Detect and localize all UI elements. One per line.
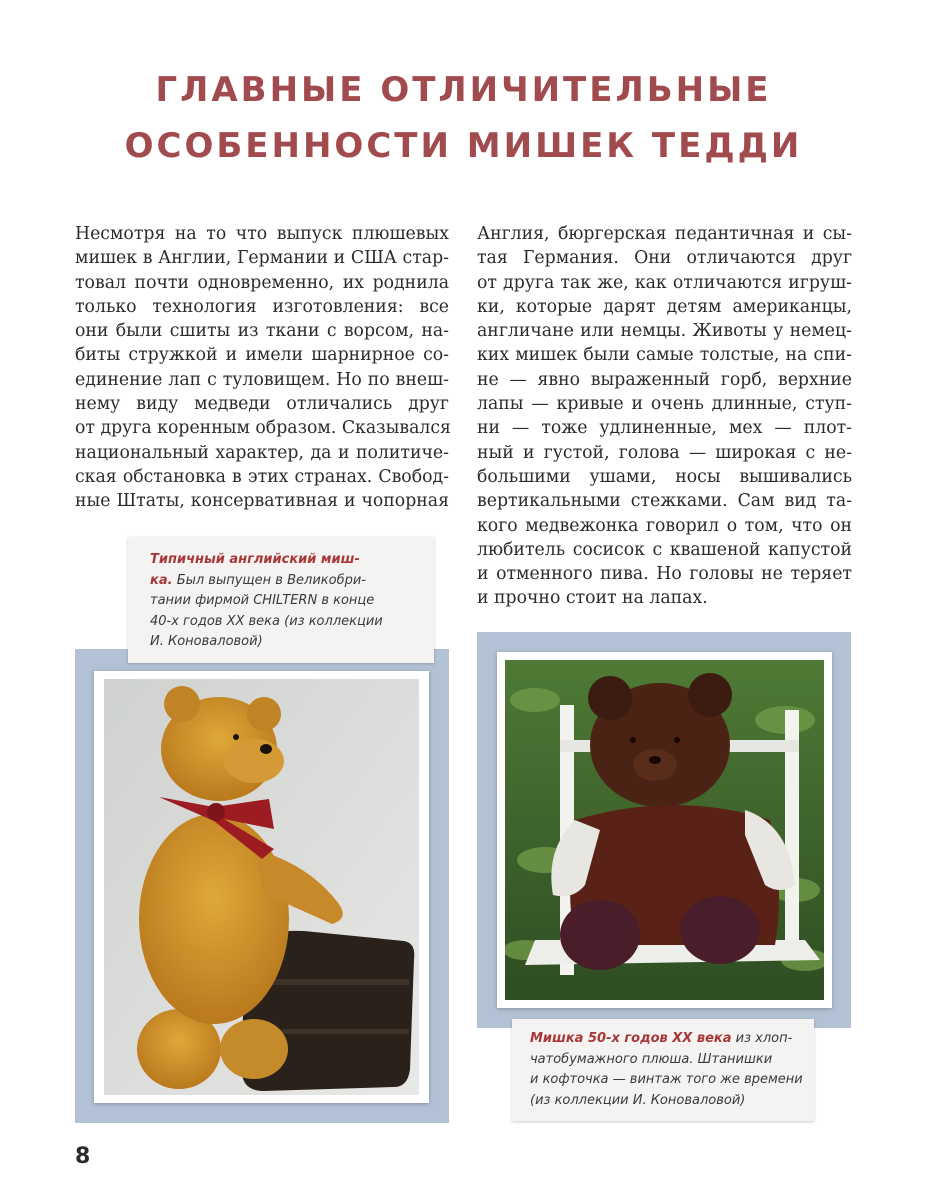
text-line: Англия, бюргерская педантичная и сы- <box>477 224 852 244</box>
right-photo-card <box>497 652 832 1008</box>
caption-line: (из коллекции И. Коноваловой) <box>530 1092 746 1108</box>
text-line: любитель сосисок с квашеной капустой <box>477 539 852 560</box>
text-line: ные Штаты, консервативная и чопорная <box>75 491 449 512</box>
text-line: Несмотря на то что выпуск плюшевых <box>75 224 449 244</box>
caption-line: 40-х годов XX века (из коллекции <box>150 613 383 629</box>
text-line: ный и густой, голова — широкая с не- <box>477 442 852 463</box>
text-line: они были сшиты из ткани с ворсом, на- <box>75 321 449 342</box>
caption-line: тании фирмой CHILTERN в конце <box>150 593 375 608</box>
title-line-1: ГЛАВНЫЕ ОТЛИЧИТЕЛЬНЫЕ <box>155 70 772 110</box>
text-line: от друга так же, как отличаются игруш- <box>477 272 852 293</box>
text-line: национальный характер, да и политиче- <box>75 442 449 463</box>
text-line: единение лап с туловищем. Но по внеш- <box>75 369 449 390</box>
text-line: ки, которые дарят детям американцы, <box>477 296 852 317</box>
caption-line <box>150 571 420 592</box>
text-line: ких мишек были самые толстые, на спи- <box>477 345 852 366</box>
text-line: ни — тоже удлиненные, мех — плот- <box>477 418 852 439</box>
page-number: 8 <box>75 1144 91 1169</box>
caption-line-text: Был выпущен в Великобри- <box>176 572 366 588</box>
text-line: ская обстановка в этих странах. Свобод- <box>75 466 449 487</box>
left-photo-caption <box>128 537 434 663</box>
caption-highlight: Мишка 50-х годов XX века <box>530 1031 732 1046</box>
caption-highlight: Типичный английский миш- <box>150 552 360 567</box>
text-line: только технология изготовления: все <box>75 296 449 317</box>
golden-teddy-bear-photo <box>104 679 419 1095</box>
caption-highlight: ка. <box>150 572 173 588</box>
left-text-column <box>75 222 449 514</box>
text-line: англичане или немцы. Животы у немец- <box>477 321 852 342</box>
caption-line: и кофточка — винтаж того же времени <box>530 1072 803 1087</box>
brown-teddy-bear-on-chair-photo <box>505 660 824 1000</box>
text-line: и отменного пива. Но головы не теряет <box>477 564 852 585</box>
right-text-column <box>477 222 852 611</box>
text-line: мишек в Англии, Германии и США стар- <box>75 248 449 269</box>
text-line: товал почти одновременно, их роднила <box>75 272 449 293</box>
text-line: биты стружкой и имели шарнирное со- <box>75 345 449 366</box>
caption-line-text: из хлоп- <box>735 1031 793 1046</box>
left-photo-card <box>94 671 429 1103</box>
text-line: тая Германия. Они отличаются друг <box>477 248 852 269</box>
caption-line: И. Коноваловой) <box>150 634 263 649</box>
text-line: большими ушами, носы вышивались <box>477 466 852 487</box>
text-line: нему виду медведи отличались друг <box>75 394 449 415</box>
text-line: кого медвежонка говорил о том, что он <box>477 515 852 536</box>
text-line: не — явно выраженный горб, верхние <box>477 369 852 390</box>
text-line: от друга коренным образом. Сказывался <box>75 418 451 439</box>
text-line: лапы — кривые и очень длинные, ступ- <box>477 394 852 415</box>
caption-line <box>530 1029 800 1050</box>
text-line: вертикальными стежками. Сам вид та- <box>477 491 852 512</box>
caption-line: чатобумажного плюша. Штанишки <box>530 1051 773 1067</box>
page-title <box>0 62 927 174</box>
text-line: и прочно стоит на лапах. <box>477 588 708 609</box>
title-line-2: ОСОБЕННОСТИ МИШЕК ТЕДДИ <box>124 126 803 166</box>
right-photo-caption <box>512 1019 814 1121</box>
